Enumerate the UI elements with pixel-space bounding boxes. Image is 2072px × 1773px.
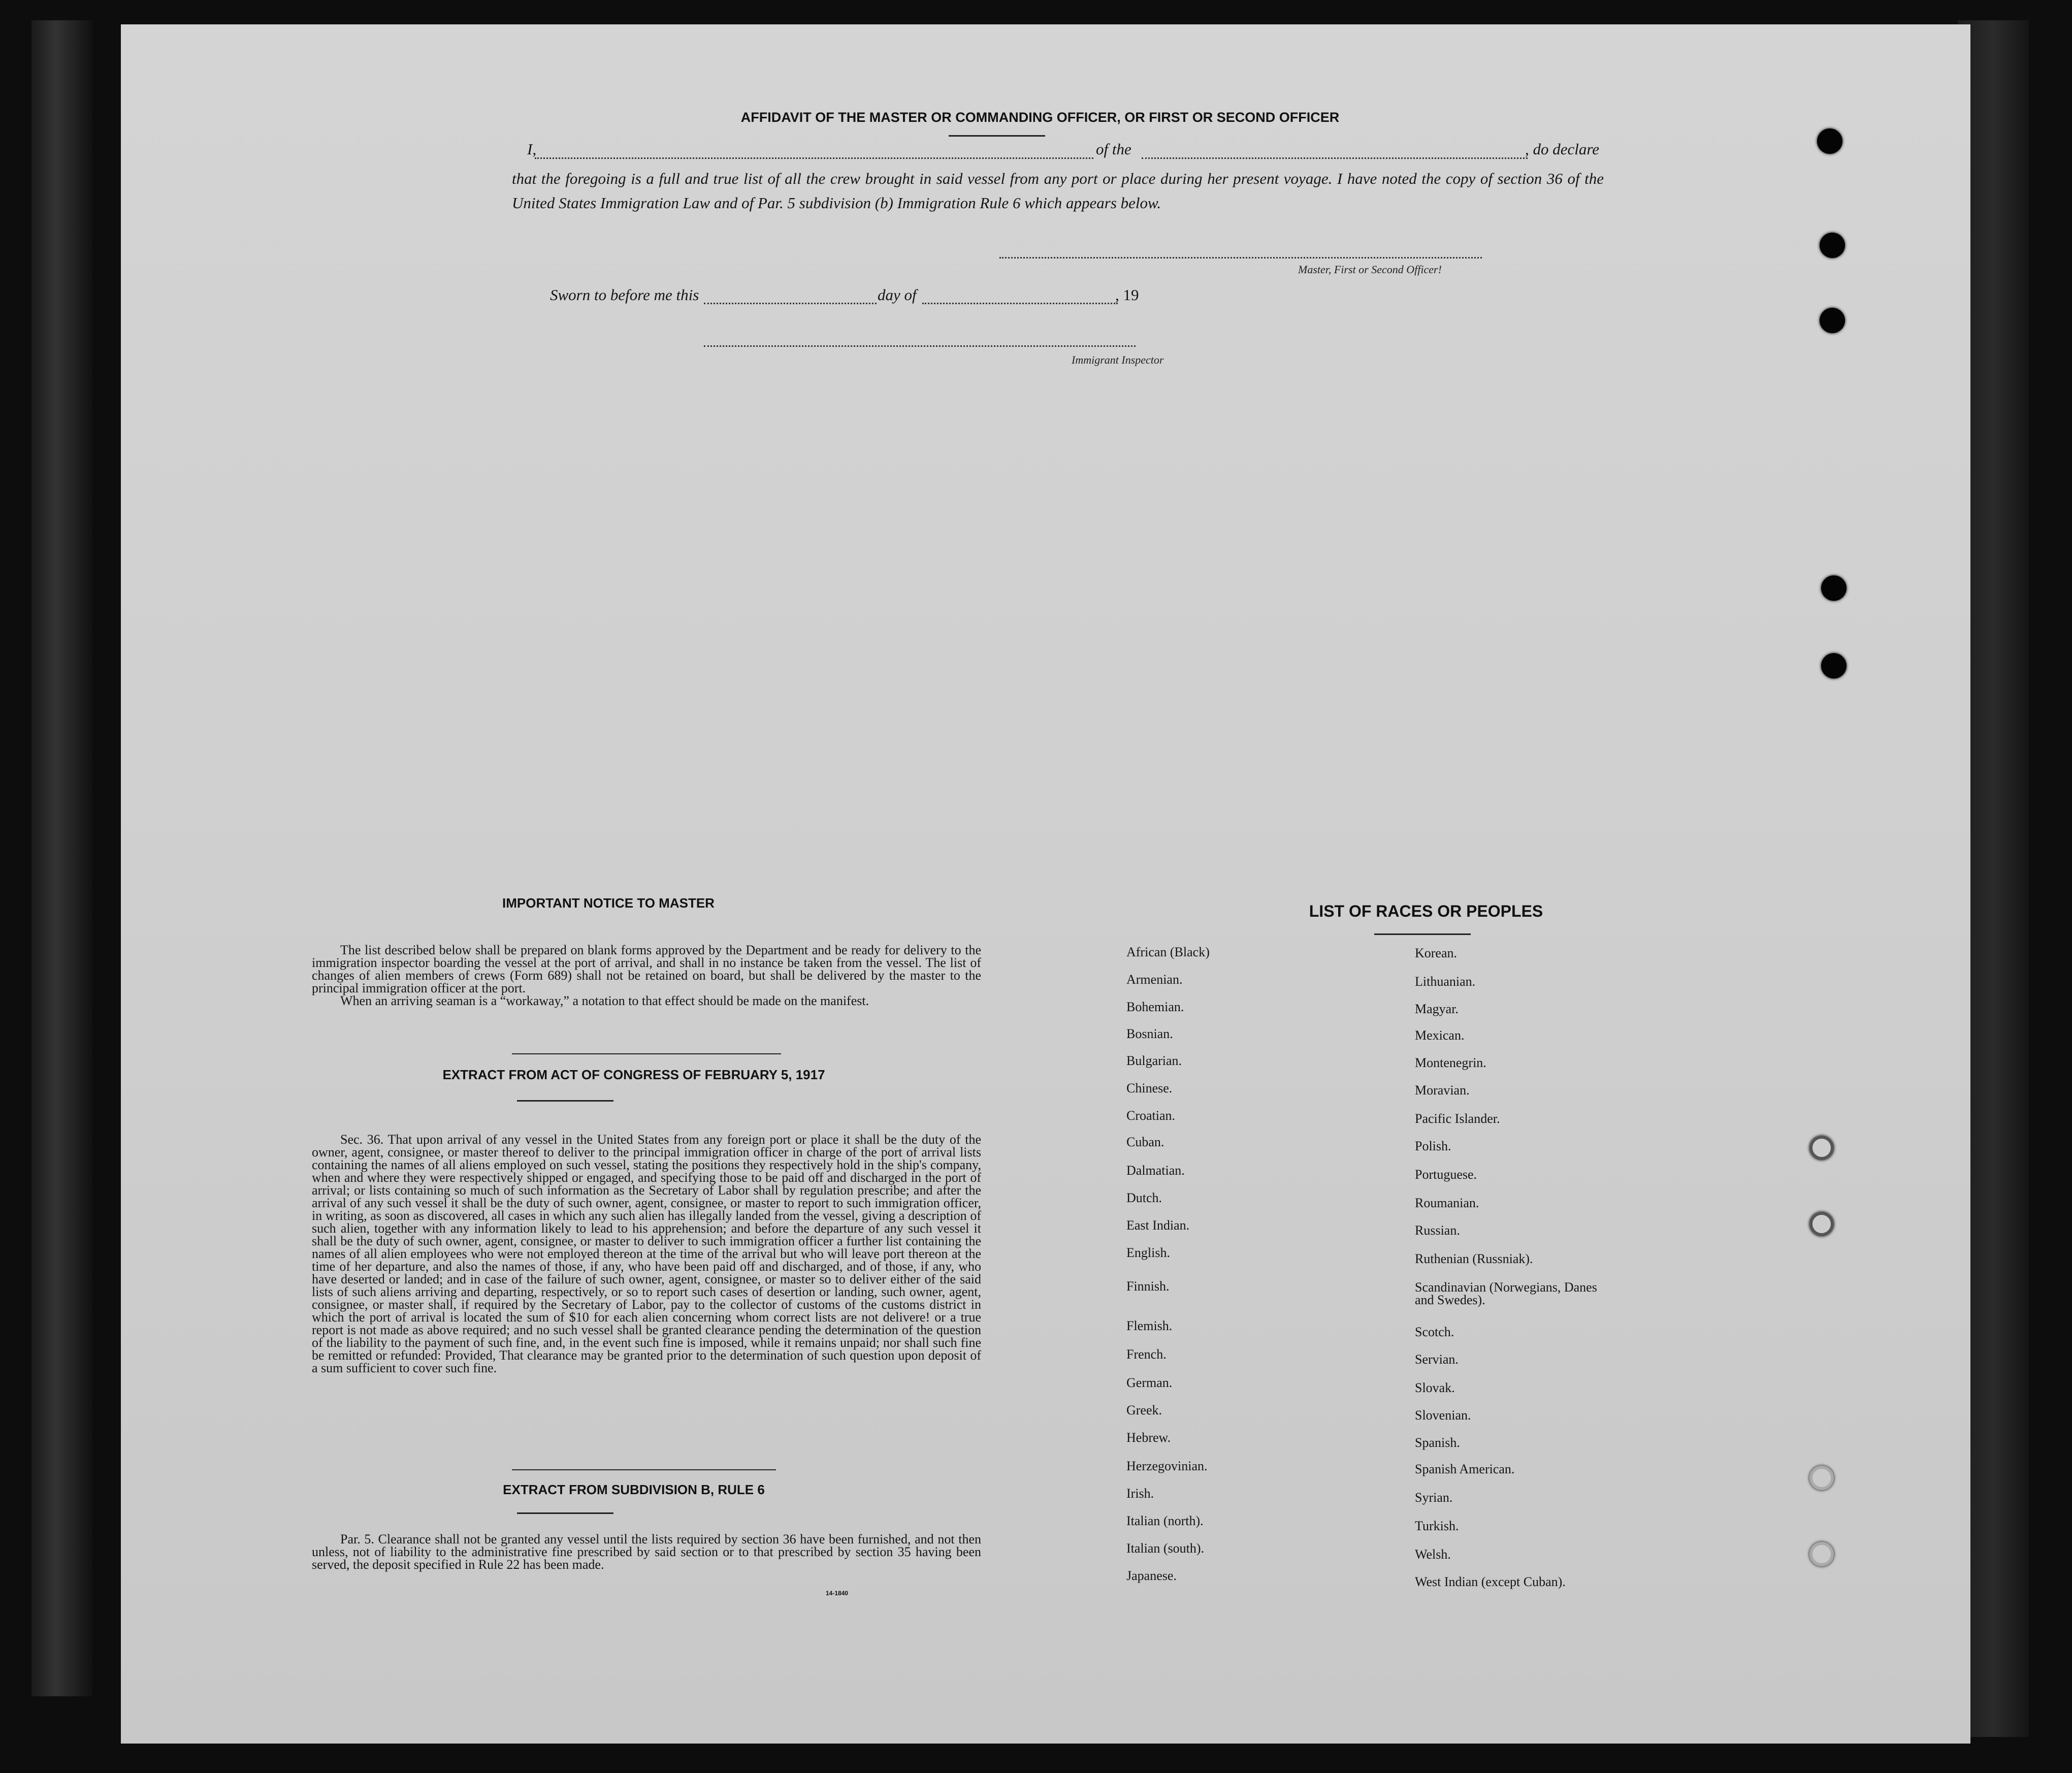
day-of-label: day of [878, 286, 917, 304]
race-item: Italian (north). [1126, 1513, 1204, 1528]
signature-caption: Master, First or Second Officer! [1298, 263, 1442, 276]
notice-text [312, 944, 981, 1007]
race-item: Irish. [1126, 1486, 1154, 1501]
form-number: 14-1840 [826, 1590, 849, 1597]
race-item: Magyar. [1415, 1002, 1459, 1016]
signature-line [999, 257, 1482, 259]
race-item: Roumanian. [1415, 1196, 1479, 1210]
race-item: Croatian. [1126, 1108, 1176, 1123]
race-item: Russian. [1415, 1223, 1460, 1238]
vessel-blank [1142, 157, 1528, 159]
race-item: Finnish. [1126, 1279, 1170, 1294]
race-item: Welsh. [1415, 1547, 1451, 1562]
race-item: Bulgarian. [1126, 1053, 1182, 1068]
race-item: Spanish. [1415, 1435, 1460, 1450]
title-rule [949, 135, 1045, 137]
race-item: Syrian. [1415, 1490, 1453, 1505]
race-item: Chinese. [1126, 1081, 1173, 1095]
scan-edge-left [31, 20, 92, 1696]
race-item: Servian. [1415, 1352, 1459, 1367]
notice-paragraph: When an arriving seaman is a “workaway,” a notation to that effect should be made on the manifest. [340, 993, 869, 1008]
section-rule [512, 1469, 776, 1470]
race-item: Cuban. [1126, 1135, 1164, 1149]
rule-title: EXTRACT FROM SUBDIVISION B, RULE 6 [503, 1482, 765, 1497]
race-item: Scandinavian (Norwegians, Danes and Swedes). [1415, 1280, 1597, 1307]
race-item: Pacific Islander. [1415, 1111, 1500, 1126]
act-paragraph: Sec. 36. That upon arrival of any vessel in the United States from any foreign port or place it shall be the duty of the owner, agent, consignee, or master thereof to deliver to the principal immigration officer in charge of the port of arrival lists containing the names of all aliens employed on such vessel, stating the positions they respectively hold in the ship's company, when and where they were respectively shipped or engaged, and specifying those to be paid off and discharged in the port of arrival; or lists containing so much of such information as the Secretary of Labor shall by regulation prescribe; and after the arrival of any such vessel it shall be the duty of such owner, agent, consignee, or master to report to such immigration officer, in writing, as soon as discovered, all cases in which any such alien has illegally landed from the vessel, giving a description of such alien, together with any information likely to lead to his apprehension; and before the departure of any such vessel it shall be the duty of such owner, agent, consignee, or master to deliver to such immigration officer a further list containing the names of all alien employees who were not employed thereon at the time of the arrival but who will leave port thereon at the time of her departure, and also the names of those, if any, who have been paid off and discharged, and of those, if any, who have deserted or landed; and in case of the failure of such owner, agent, consignee, or master so to deliver either of the said lists of such aliens arriving and departing, respectively, or so to report such cases of desertion or landing, such owner, agent, consignee, or master shall, if required by the Secretary of Labor, pay to the collector of customs of the customs district in which the port of arrival is located the sum of $10 for each alien concerning whom correct lists are not delivere! or a true report is not made as above required; and no such vessel shall be granted clearance pending the determination of the question of the liability to the payment of such fine, and, in the event such fine is imposed, while it remains unpaid; nor shall such fine be remitted or refunded: Provided, That clearance may be granted prior to the determination of such question upon deposit of a sum sufficient to cover such fine. [312, 1132, 981, 1375]
race-item: Dutch. [1126, 1190, 1162, 1205]
race-item: Hebrew. [1126, 1430, 1171, 1445]
race-item: Armenian. [1126, 972, 1183, 987]
race-item: West Indian (except Cuban). [1415, 1574, 1566, 1589]
notice-paragraph: The list described below shall be prepared on blank forms approved by the Department and be ready for delivery to the immigration inspector boarding the vessel at the port of arrival, and shall in no instance be taken from the vessel. The list of changes of alien members of crews (Form 689) shall not be retained on board, but shall be delivered by the master to the principal immigration officer at the port. [312, 943, 981, 995]
act-text [312, 1133, 981, 1374]
sworn-label: Sworn to before me this [550, 286, 699, 304]
race-item: Greek. [1126, 1403, 1162, 1417]
race-item: German. [1126, 1375, 1173, 1390]
race-item: Korean. [1415, 946, 1458, 960]
race-item: Slovenian. [1415, 1408, 1471, 1423]
notice-title: IMPORTANT NOTICE TO MASTER [502, 895, 715, 911]
races-title: LIST OF RACES OR PEOPLES [1309, 902, 1543, 920]
affidavit-i-label: I, [527, 140, 537, 158]
manifest-page [121, 24, 1970, 1744]
punch-hole [1817, 128, 1842, 154]
race-item: Flemish. [1126, 1318, 1173, 1333]
title-rule [517, 1100, 613, 1102]
race-item: Portuguese. [1415, 1167, 1477, 1182]
punch-hole [1821, 575, 1847, 601]
race-item: Bosnian. [1126, 1026, 1173, 1041]
punch-hole [1820, 308, 1845, 333]
race-item: Spanish American. [1415, 1462, 1515, 1476]
race-item: East Indian. [1126, 1218, 1190, 1233]
act-title: EXTRACT FROM ACT OF CONGRESS OF FEBRUARY 5, 1917 [442, 1067, 825, 1082]
title-rule [517, 1512, 613, 1514]
year-label: , 19 [1115, 286, 1139, 304]
title-rule [1374, 933, 1471, 935]
race-item: Polish. [1415, 1139, 1451, 1153]
race-item: Lithuanian. [1415, 974, 1476, 989]
race-item: Scotch. [1415, 1325, 1454, 1339]
binding-ring [1809, 1136, 1834, 1160]
race-item: Dalmatian. [1126, 1163, 1185, 1178]
affidavit-of-the-label: of the [1096, 140, 1131, 158]
race-item: Moravian. [1415, 1083, 1470, 1098]
race-item: Italian (south). [1126, 1541, 1205, 1556]
punch-hole [1820, 233, 1845, 258]
race-item: Mexican. [1415, 1028, 1465, 1043]
binding-ring [1809, 1466, 1834, 1490]
inspector-line [704, 345, 1136, 347]
race-item: Japanese. [1126, 1568, 1177, 1583]
binding-ring [1809, 1212, 1834, 1236]
binding-ring [1809, 1542, 1834, 1566]
race-item: Ruthenian (Russniak). [1415, 1251, 1533, 1266]
rule-paragraph: Par. 5. Clearance shall not be granted any vessel until the lists required by section 36 have been furnished, and not then unless, not of liability to the administrative fine prescribed by said section or to that prescribed by section 35 having been served, the deposit specified in Rule 22 has been made. [312, 1532, 981, 1572]
affidavit-do-declare: , do declare [1525, 140, 1600, 158]
name-blank [535, 157, 1093, 159]
punch-hole [1821, 653, 1847, 679]
race-item: Turkish. [1415, 1519, 1459, 1533]
race-item: African (Black) [1126, 945, 1210, 959]
rule-text [312, 1533, 981, 1571]
race-item: Montenegrin. [1415, 1055, 1486, 1070]
race-item: Herzegovinian. [1126, 1459, 1208, 1473]
affidavit-title: AFFIDAVIT OF THE MASTER OR COMMANDING OFFICER, OR FIRST OR SECOND OFFICER [740, 110, 1340, 125]
race-item: Bohemian. [1126, 1000, 1184, 1014]
affidavit-body: that the foregoing is a full and true list of all the crew brought in said vessel from any port or place during her present voyage. I have noted the copy of section 36 of the United States Immigration Law and of Par. 5 subdivision (b) Immigration Rule 6 which appears below. [512, 170, 1604, 212]
day-blank [704, 303, 877, 304]
race-item: Slovak. [1415, 1380, 1455, 1395]
race-item: English. [1126, 1245, 1170, 1260]
race-item: French. [1126, 1347, 1167, 1362]
inspector-caption: Immigrant Inspector [1072, 353, 1164, 366]
section-rule [512, 1053, 781, 1054]
month-blank [922, 303, 1118, 304]
